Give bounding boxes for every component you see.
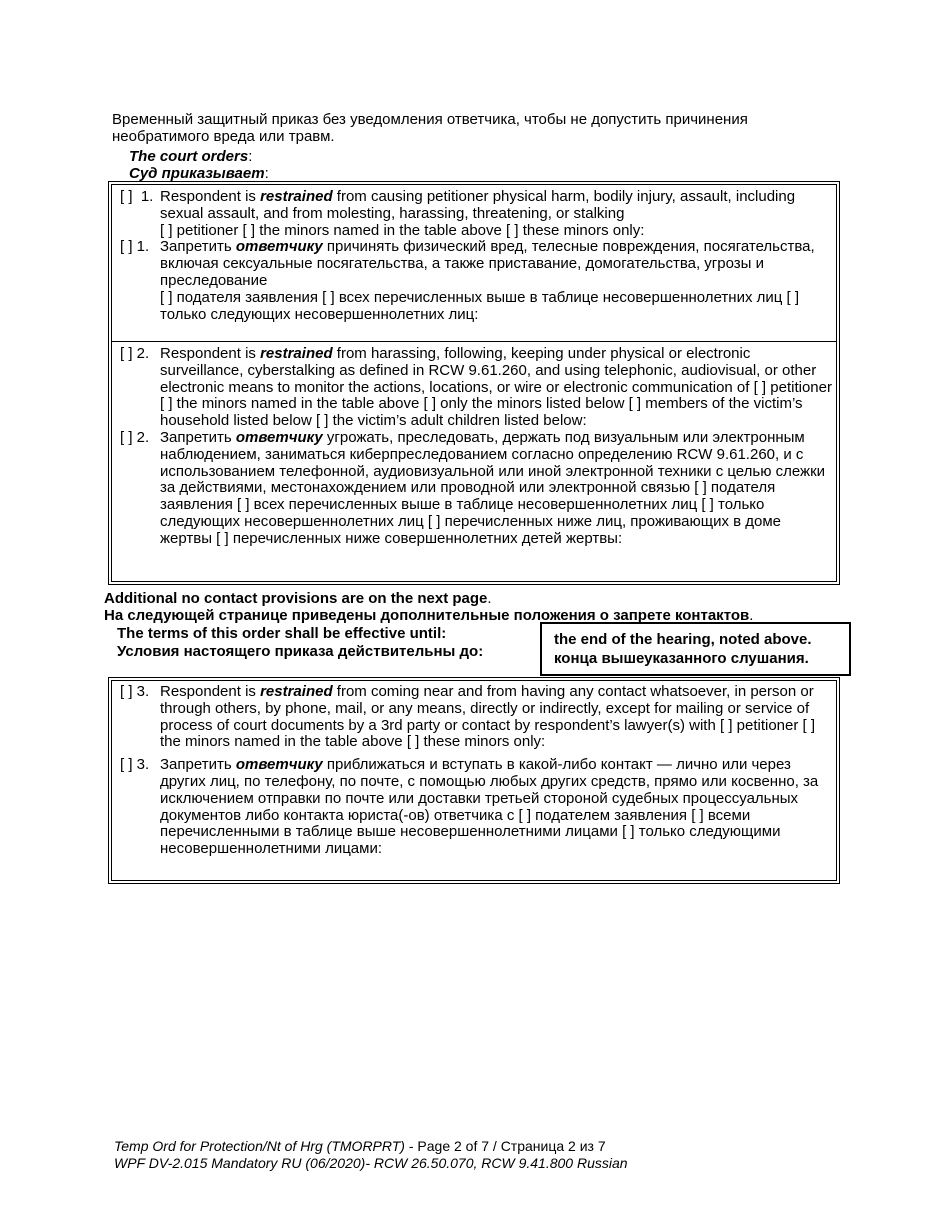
item-1-cell	[112, 189, 836, 323]
court-orders-heading: The court orders: Суд приказывает:	[129, 148, 269, 182]
item-1-ru-options: [ ] подателя заявления [ ] всех перечисленных выше в таблице несовершеннолетних лиц [ ] только следующих несовершеннолетних лиц:	[160, 288, 800, 323]
divider	[112, 341, 836, 342]
notice-en: Additional no contact provisions are on the next page.	[104, 590, 492, 607]
item-1-en-checkbox[interactable]: [ ] 1.	[120, 188, 154, 205]
court-orders-en: The court orders	[129, 148, 249, 165]
notice-ru: На следующей странице приведены дополнительные положения о запрете контактов.	[104, 607, 754, 624]
item-2-en-checkbox[interactable]: [ ] 2.	[120, 345, 150, 362]
item-1-ru: [ ] 1. Запретить ответчику причинять физический вред, телесные повреждения, посягательства, включая сексуальные посягательства, а также приставание, домогательства, угрозы и преследование [ ] подателя заявления [ ] всех перечисленных выше в таблице несовершеннолетних лиц [ ] только следующих несовершеннолетних лиц:	[112, 239, 836, 323]
item-2-en: [ ] 2. Respondent is restrained from harassing, following, keeping under physical or electronic surveillance, cyberstalking as defined in RCW 9.61.260, and using telephonic, audiovisual, or other electronic means to monitor the actions, locations, or wire or electronic communication of [ ] petitioner [ ] the minors named in the table above [ ] only the minors listed below [ ] members of the victim’s household listed below [ ] the victim’s adult children listed below:	[120, 345, 832, 430]
intro-text: Временный защитный приказ без уведомления ответчика, чтобы не допустить причинения необратимого вреда или травм.	[112, 111, 748, 145]
item-3-en: [ ] 3. Respondent is restrained from coming near and from having any contact whatsoever, in person or through others, by phone, mail, or any means, directly or indirectly, except for mailing or service of process of court documents by a 3rd party or contact by respondent’s lawyer(s) with [ ] petitioner [ ] the minors named in the table above [ ] these minors only:	[120, 683, 816, 751]
page-footer	[114, 1138, 628, 1172]
item-2-ru-checkbox[interactable]: [ ] 2.	[120, 428, 150, 446]
item-3-ru: [ ] 3. Запретить ответчику приближаться и вступать в какой-либо контакт — лично или через других лиц, по телефону, по почте, с помощью любых других средств, прямо или косвенно, за исключением отправки по почте или доставки третьей стороной судебных процессуальных документов либо контакта юриста(-ов) ответчика с [ ] подателем заявления [ ] всеми перечисленными в таблице выше несовершеннолетними лицами [ ] только следующими несовершеннолетними лицами:	[120, 756, 819, 858]
item-3-cell	[112, 684, 836, 858]
restraint-box-3	[111, 680, 837, 881]
terms-label: The terms of this order shall be effective until: Условия настоящего приказа действительны до:	[117, 625, 484, 660]
item-3-en-checkbox[interactable]: [ ] 3.	[120, 683, 150, 700]
item-1-ru-checkbox[interactable]: [ ] 1.	[120, 238, 150, 256]
footer-form-title: Temp Ord for Protection/Nt of Hrg (TMORPRT)	[114, 1138, 405, 1154]
item-1-en: [ ] 1. Respondent is restrained from causing petitioner physical harm, bodily injury, assault, including sexual assault, and from molesting, harassing, threatening, or stalking [ ] petitioner [ ] the minors named in the table above [ ] these minors only:	[112, 189, 836, 239]
item-2-ru: [ ] 2. Запретить ответчику угрожать, преследовать, держать под визуальным или электронным наблюдением, заниматься киберпреследованием согласно определению RCW 9.61.260, и с использованием телефонной, аудиовизуальной или иной электронной техники с целью слежки за действиями, местонахождением или проводной или электронной связью [ ] подателя заявления [ ] всех перечисленных выше в таблице несовершеннолетних лиц [ ] только следующих несовершеннолетних лиц [ ] перечисленных ниже лиц, проживающих в доме жертвы [ ] перечисленных ниже совершеннолетних детей жертвы:	[120, 428, 826, 547]
terms-value-box	[540, 622, 851, 676]
terms-value-en: the end of the hearing, noted above.	[554, 631, 812, 648]
court-orders-ru: Суд приказывает	[129, 165, 265, 182]
footer-page-number: - Page 2 of 7 / Страница 2 из 7	[404, 1138, 606, 1154]
item-1-en-options: [ ] petitioner [ ] the minors named in the table above [ ] these minors only:	[160, 221, 645, 239]
footer-form-id: WPF DV-2.015 Mandatory RU (06/2020)- RCW 26.50.070, RCW 9.41.800 Russian	[114, 1155, 628, 1171]
item-3-ru-checkbox[interactable]: [ ] 3.	[120, 756, 150, 774]
restraint-box-1	[111, 184, 837, 582]
item-2-cell	[112, 346, 836, 548]
terms-value-ru: конца вышеуказанного слушания.	[554, 650, 809, 667]
